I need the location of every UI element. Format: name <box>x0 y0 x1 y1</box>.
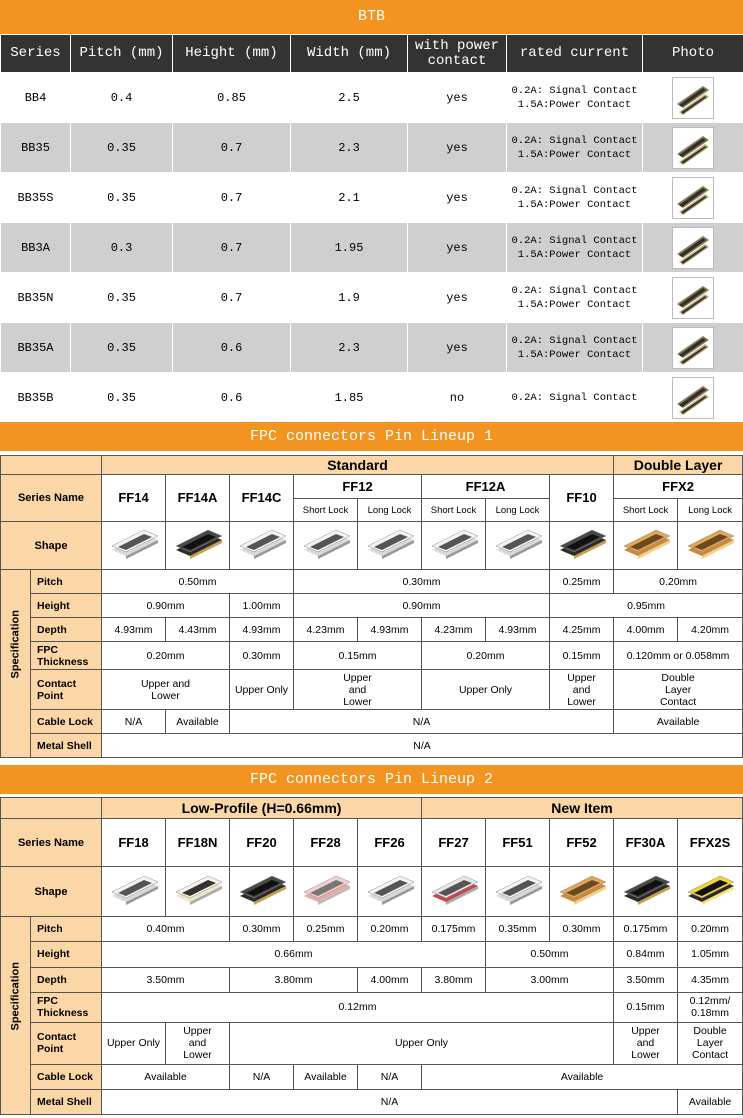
contact-value: Upper Only <box>230 670 294 710</box>
btb-title: BTB <box>0 0 743 34</box>
shape-ff10-image <box>550 522 614 570</box>
ff12a-short-lock: Short Lock <box>422 499 486 522</box>
cell-photo <box>643 123 743 173</box>
connector-photo <box>672 127 714 169</box>
connector-photo <box>672 377 714 419</box>
rated-current-signal: 0.2A: Signal Contact <box>511 284 638 297</box>
pitch-value: 0.20mm <box>614 570 743 594</box>
cell-height: 0.7 <box>173 223 291 273</box>
depth-value: 4.20mm <box>678 618 743 642</box>
thickness-value: 0.30mm <box>230 642 294 670</box>
shape-ff18n-image <box>166 867 230 917</box>
cell-width: 1.9 <box>291 273 408 323</box>
group-low-profile: Low-Profile (H=0.66mm) <box>102 798 422 819</box>
depth-value: 4.00mm <box>358 967 422 992</box>
series-name-label: Series Name <box>1 819 102 867</box>
metal-shell-label: Metal Shell <box>31 734 102 758</box>
rated-current-signal: 0.2A: Signal Contact <box>511 134 638 147</box>
contact-value: Upper and Lower <box>102 670 230 710</box>
pitch-value: 0.40mm <box>102 917 230 942</box>
connector-illustration <box>490 872 546 908</box>
shape-ff52-image <box>550 867 614 917</box>
fpc2-shape-row <box>1 867 743 917</box>
pitch-value: 0.175mm <box>422 917 486 942</box>
series-ff51: FF51 <box>486 819 550 867</box>
contact-label: Contact Point <box>31 670 102 710</box>
shape-ff20-image <box>230 867 294 917</box>
cell-height: 0.85 <box>173 73 291 123</box>
connector-illustration <box>170 872 226 908</box>
cell-width: 2.3 <box>291 323 408 373</box>
rated-current-power: 1.5A:Power Contact <box>517 248 632 261</box>
height-value: 1.00mm <box>230 594 294 618</box>
cell-photo <box>643 223 743 273</box>
series-ffx2: FFX2 <box>614 475 743 499</box>
height-value: 0.66mm <box>102 942 486 967</box>
connector-illustration <box>618 872 674 908</box>
series-ff10: FF10 <box>550 475 614 522</box>
cell-rated-current <box>507 173 643 223</box>
rated-current-signal: 0.2A: Signal Contact <box>511 334 638 347</box>
rated-current-signal: 0.2A: Signal Contact <box>511 184 638 197</box>
height-label: Height <box>31 594 102 618</box>
connector-photo <box>672 327 714 369</box>
group-standard: Standard <box>102 456 614 475</box>
depth-value: 4.43mm <box>166 618 230 642</box>
cell-power: yes <box>408 123 507 173</box>
connector-illustration <box>362 872 418 908</box>
cell-power: yes <box>408 173 507 223</box>
cable-lock-value: N/A <box>230 710 614 734</box>
contact-value: Upper and Lower <box>614 1022 678 1064</box>
btb-row <box>1 173 743 223</box>
pitch-value: 0.175mm <box>614 917 678 942</box>
btb-row <box>1 123 743 173</box>
corner-cell <box>1 798 102 819</box>
depth-value: 3.80mm <box>230 967 358 992</box>
fpc1-shape-row <box>1 522 743 570</box>
height-value: 1.05mm <box>678 942 743 967</box>
depth-value: 4.25mm <box>550 618 614 642</box>
depth-value: 4.93mm <box>230 618 294 642</box>
thickness-value: 0.20mm <box>422 642 550 670</box>
depth-value: 4.93mm <box>486 618 550 642</box>
cell-series: BB35S <box>1 173 71 223</box>
shape-ff26-image <box>358 867 422 917</box>
depth-value: 4.35mm <box>678 967 743 992</box>
cell-series: BB35B <box>1 373 71 423</box>
cell-photo <box>643 373 743 423</box>
shape-ff12a-short-image <box>422 522 486 570</box>
series-ff52: FF52 <box>550 819 614 867</box>
shape-ff18-image <box>102 867 166 917</box>
metal-shell-label: Metal Shell <box>31 1089 102 1114</box>
series-ff14: FF14 <box>102 475 166 522</box>
header-height: Height (mm) <box>173 35 291 73</box>
metal-shell-value: N/A <box>102 1089 678 1114</box>
connector-photo <box>672 277 714 319</box>
series-ff27: FF27 <box>422 819 486 867</box>
rated-current-power: 1.5A:Power Contact <box>517 98 632 111</box>
connector-illustration <box>682 872 738 908</box>
cell-photo <box>643 173 743 223</box>
connector-illustration <box>298 526 354 562</box>
fpc1-title: FPC connectors Pin Lineup 1 <box>0 422 743 451</box>
cell-rated-current <box>507 273 643 323</box>
shape-ffx2s-image <box>678 867 743 917</box>
ff12-short-lock: Short Lock <box>294 499 358 522</box>
specification-label: Specification <box>1 570 31 758</box>
series-ff18n: FF18N <box>166 819 230 867</box>
contact-value: Upper Only <box>102 1022 166 1064</box>
header-width: Width (mm) <box>291 35 408 73</box>
shape-label: Shape <box>1 522 102 570</box>
btb-table <box>0 34 743 423</box>
height-label: Height <box>31 942 102 967</box>
cell-height: 0.6 <box>173 373 291 423</box>
group-new-item: New Item <box>422 798 743 819</box>
shape-ff12-long-image <box>358 522 422 570</box>
shape-ffx2-long-image <box>678 522 743 570</box>
ffx2-short-lock: Short Lock <box>614 499 678 522</box>
pitch-value: 0.30mm <box>294 570 550 594</box>
series-ff12: FF12 <box>294 475 422 499</box>
cable-lock-label: Cable Lock <box>31 710 102 734</box>
fpc1-table <box>0 455 743 758</box>
cell-series: BB35A <box>1 323 71 373</box>
thickness-value: 0.120mm or 0.058mm <box>614 642 743 670</box>
btb-row <box>1 73 743 123</box>
ff12a-long-lock: Long Lock <box>486 499 550 522</box>
contact-value: Upper and Lower <box>166 1022 230 1064</box>
depth-value: 3.80mm <box>422 967 486 992</box>
cell-width: 2.1 <box>291 173 408 223</box>
cell-power: yes <box>408 73 507 123</box>
contact-value: Double Layer Contact <box>678 1022 743 1064</box>
series-ff14a: FF14A <box>166 475 230 522</box>
fpc2-title: FPC connectors Pin Lineup 2 <box>0 765 743 794</box>
depth-value: 4.00mm <box>614 618 678 642</box>
shape-ff12a-long-image <box>486 522 550 570</box>
cell-photo <box>643 323 743 373</box>
contact-value: Double Layer Contact <box>614 670 743 710</box>
cell-series: BB3A <box>1 223 71 273</box>
btb-header-row <box>1 35 743 73</box>
series-ff18: FF18 <box>102 819 166 867</box>
height-value: 0.50mm <box>486 942 614 967</box>
connector-photo <box>672 177 714 219</box>
cell-series: BB35 <box>1 123 71 173</box>
shape-ff27-image <box>422 867 486 917</box>
thickness-value: 0.15mm <box>294 642 422 670</box>
thickness-value: 0.15mm <box>614 992 678 1022</box>
contact-label: Contact Point <box>31 1022 102 1064</box>
thickness-value: 0.20mm <box>102 642 230 670</box>
series-ff26: FF26 <box>358 819 422 867</box>
cell-power: yes <box>408 223 507 273</box>
cell-height: 0.7 <box>173 173 291 223</box>
header-series: Series <box>1 35 71 73</box>
cell-power: no <box>408 373 507 423</box>
depth-value: 4.23mm <box>294 618 358 642</box>
series-ff12a: FF12A <box>422 475 550 499</box>
ffx2-long-lock: Long Lock <box>678 499 743 522</box>
pitch-value: 0.20mm <box>358 917 422 942</box>
connector-photo <box>672 227 714 269</box>
cable-lock-value: Available <box>614 710 743 734</box>
cell-rated-current <box>507 323 643 373</box>
depth-value: 3.00mm <box>486 967 614 992</box>
connector-illustration <box>554 872 610 908</box>
connector-photo <box>672 77 714 119</box>
height-value: 0.90mm <box>102 594 230 618</box>
connector-illustration <box>106 872 162 908</box>
metal-shell-value: Available <box>678 1089 743 1114</box>
pitch-value: 0.25mm <box>294 917 358 942</box>
connector-illustration <box>362 526 418 562</box>
rated-current-power: 1.5A:Power Contact <box>517 348 632 361</box>
rated-current-power: 1.5A:Power Contact <box>517 298 632 311</box>
contact-value: Upper and Lower <box>550 670 614 710</box>
connector-illustration <box>426 526 482 562</box>
cell-power: yes <box>408 273 507 323</box>
fpc2-table <box>0 797 743 1115</box>
group-double-layer: Double Layer <box>614 456 743 475</box>
pitch-value: 0.25mm <box>550 570 614 594</box>
height-value: 0.84mm <box>614 942 678 967</box>
shape-ff12-short-image <box>294 522 358 570</box>
shape-label: Shape <box>1 867 102 917</box>
pitch-value: 0.30mm <box>230 917 294 942</box>
cell-power: yes <box>408 323 507 373</box>
cell-width: 1.85 <box>291 373 408 423</box>
pitch-value: 0.35mm <box>486 917 550 942</box>
ff12-long-lock: Long Lock <box>358 499 422 522</box>
connector-illustration <box>106 526 162 562</box>
shape-ff51-image <box>486 867 550 917</box>
connector-illustration <box>426 872 482 908</box>
cell-height: 0.7 <box>173 273 291 323</box>
corner-cell <box>1 456 102 475</box>
cable-lock-value: N/A <box>230 1064 294 1089</box>
cable-lock-value: Available <box>294 1064 358 1089</box>
shape-ff14a-image <box>166 522 230 570</box>
depth-value: 4.23mm <box>422 618 486 642</box>
cell-rated-current <box>507 123 643 173</box>
series-ffx2s: FFX2S <box>678 819 743 867</box>
shape-ff28-image <box>294 867 358 917</box>
cell-series: BB35N <box>1 273 71 323</box>
btb-row <box>1 373 743 423</box>
connector-illustration <box>682 526 738 562</box>
cell-width: 2.3 <box>291 123 408 173</box>
cell-pitch: 0.3 <box>71 223 173 273</box>
cell-height: 0.6 <box>173 323 291 373</box>
connector-illustration <box>234 872 290 908</box>
pitch-value: 0.30mm <box>550 917 614 942</box>
depth-label: Depth <box>31 618 102 642</box>
connector-illustration <box>554 526 610 562</box>
thickness-label: FPC Thickness <box>31 992 102 1022</box>
rated-current-power: 1.5A:Power Contact <box>517 148 632 161</box>
cable-lock-value: Available <box>102 1064 230 1089</box>
shape-ff14-image <box>102 522 166 570</box>
metal-shell-value: N/A <box>102 734 743 758</box>
connector-illustration <box>490 526 546 562</box>
pitch-label: Pitch <box>31 570 102 594</box>
contact-value: Upper Only <box>230 1022 614 1064</box>
cable-lock-value: N/A <box>358 1064 422 1089</box>
height-value: 0.90mm <box>294 594 550 618</box>
series-ff30a: FF30A <box>614 819 678 867</box>
cell-rated-current <box>507 373 643 423</box>
depth-value: 4.93mm <box>102 618 166 642</box>
cell-photo <box>643 73 743 123</box>
series-ff28: FF28 <box>294 819 358 867</box>
cell-photo <box>643 273 743 323</box>
height-value: 0.95mm <box>550 594 743 618</box>
cell-pitch: 0.4 <box>71 73 173 123</box>
rated-current-signal: 0.2A: Signal Contact <box>511 391 638 404</box>
connector-illustration <box>234 526 290 562</box>
connector-illustration <box>298 872 354 908</box>
header-pitch: Pitch (mm) <box>71 35 173 73</box>
depth-value: 3.50mm <box>102 967 230 992</box>
rated-current-signal: 0.2A: Signal Contact <box>511 84 638 97</box>
cable-lock-value: Available <box>422 1064 743 1089</box>
shape-ff14c-image <box>230 522 294 570</box>
cable-lock-label: Cable Lock <box>31 1064 102 1089</box>
rated-current-power: 1.5A:Power Contact <box>517 198 632 211</box>
connector-illustration <box>618 526 674 562</box>
cable-lock-value: N/A <box>102 710 166 734</box>
cell-width: 2.5 <box>291 73 408 123</box>
thickness-value: 0.12mm/ 0.18mm <box>678 992 743 1022</box>
btb-row <box>1 273 743 323</box>
cell-height: 0.7 <box>173 123 291 173</box>
depth-label: Depth <box>31 967 102 992</box>
thickness-value: 0.12mm <box>102 992 614 1022</box>
pitch-value: 0.50mm <box>102 570 294 594</box>
cell-rated-current <box>507 223 643 273</box>
depth-value: 4.93mm <box>358 618 422 642</box>
shape-ff30a-image <box>614 867 678 917</box>
pitch-label: Pitch <box>31 917 102 942</box>
cell-pitch: 0.35 <box>71 123 173 173</box>
shape-ffx2-short-image <box>614 522 678 570</box>
header-photo: Photo <box>643 35 743 73</box>
series-ff20: FF20 <box>230 819 294 867</box>
thickness-label: FPC Thickness <box>31 642 102 670</box>
series-ff14c: FF14C <box>230 475 294 522</box>
cell-pitch: 0.35 <box>71 173 173 223</box>
header-power: with power contact <box>408 35 507 73</box>
contact-value: Upper and Lower <box>294 670 422 710</box>
cell-series: BB4 <box>1 73 71 123</box>
cell-pitch: 0.35 <box>71 373 173 423</box>
cell-pitch: 0.35 <box>71 323 173 373</box>
contact-value: Upper Only <box>422 670 550 710</box>
thickness-value: 0.15mm <box>550 642 614 670</box>
pitch-value: 0.20mm <box>678 917 743 942</box>
cell-pitch: 0.35 <box>71 273 173 323</box>
depth-value: 3.50mm <box>614 967 678 992</box>
rated-current-signal: 0.2A: Signal Contact <box>511 234 638 247</box>
btb-row <box>1 323 743 373</box>
cell-width: 1.95 <box>291 223 408 273</box>
header-current: rated current <box>507 35 643 73</box>
cell-rated-current <box>507 73 643 123</box>
btb-row <box>1 223 743 273</box>
connector-illustration <box>170 526 226 562</box>
specification-label: Specification <box>1 917 31 1115</box>
series-name-label: Series Name <box>1 475 102 522</box>
cable-lock-value: Available <box>166 710 230 734</box>
